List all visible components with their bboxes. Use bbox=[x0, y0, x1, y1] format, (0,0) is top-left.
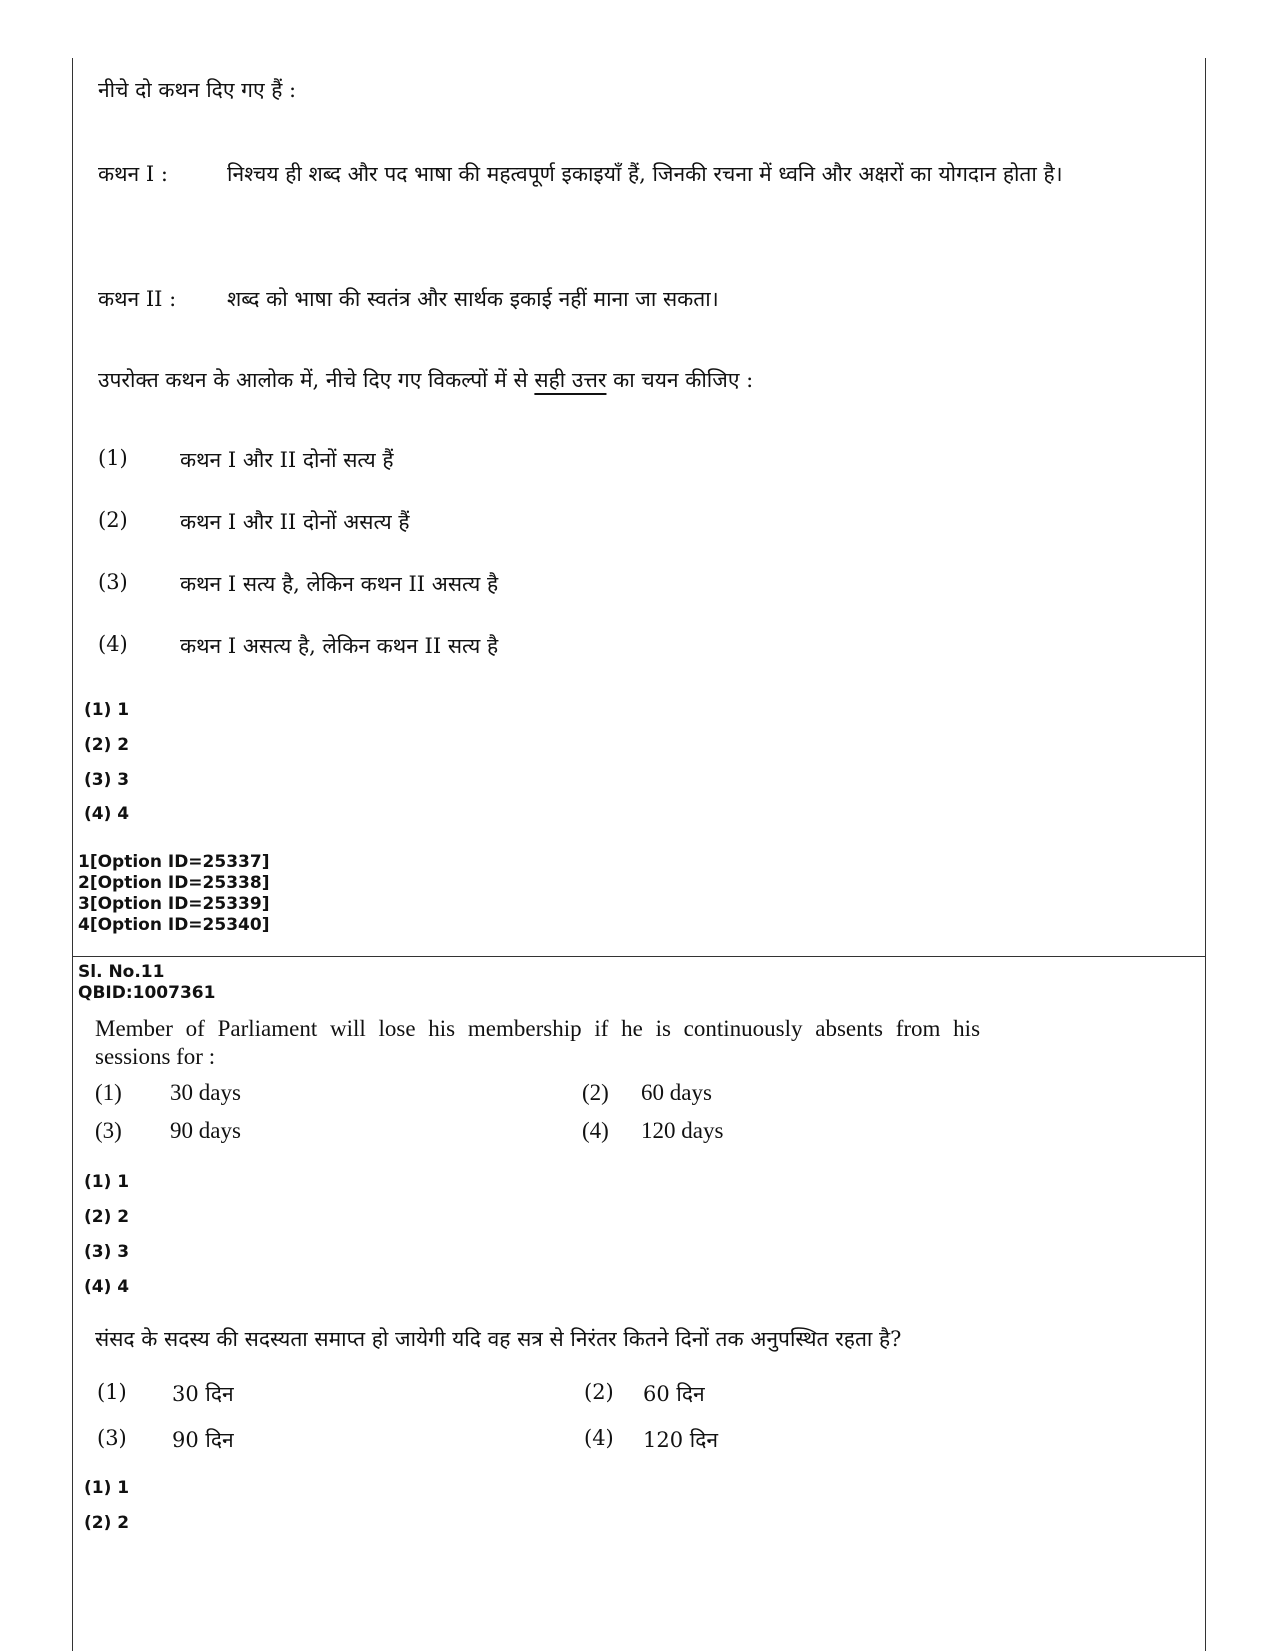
answer-key: (2) 2 bbox=[84, 1513, 130, 1533]
option-id: 4[Option ID=25340] bbox=[78, 915, 270, 935]
option-id: 3[Option ID=25339] bbox=[78, 894, 270, 914]
statement2-text: शब्द को भाषा की स्वतंत्र और सार्थक इकाई नहीं माना जा सकता। bbox=[227, 287, 719, 311]
option-id: 1[Option ID=25337] bbox=[78, 852, 270, 872]
q10-choice-text: कथन I और II दोनों सत्य हैं bbox=[180, 448, 394, 472]
q10-choice-num: (1) bbox=[98, 446, 128, 470]
q10-intro: नीचे दो कथन दिए गए हैं : bbox=[98, 78, 297, 102]
instruction-pre: उपरोक्त कथन के आलोक में, नीचे दिए गए विकल्पों में से bbox=[98, 368, 535, 392]
english-option-text: 30 days bbox=[170, 1080, 241, 1105]
hindi-option-text: 90 दिन bbox=[172, 1428, 234, 1452]
english-option-text: 120 days bbox=[641, 1118, 724, 1143]
question-divider bbox=[72, 956, 1206, 957]
q10-instruction bbox=[98, 366, 753, 394]
statement1-text: निश्चय ही शब्द और पद भाषा की महत्वपूर्ण इकाइयाँ हैं, जिनकी रचना में ध्वनि और अक्षरों का योगदान होता है। bbox=[227, 162, 1063, 186]
english-question-line2: sessions for : bbox=[95, 1044, 216, 1069]
instruction-emphasis: सही उत्तर bbox=[534, 368, 607, 392]
answer-key: (3) 3 bbox=[84, 770, 130, 790]
answer-key: (1) 1 bbox=[84, 700, 130, 720]
hindi-option-text: 60 दिन bbox=[643, 1382, 705, 1406]
english-option-num: (1) bbox=[95, 1080, 122, 1105]
hindi-option-num: (1) bbox=[97, 1380, 127, 1404]
hindi-option-num: (4) bbox=[584, 1426, 614, 1450]
q10-choice-text: कथन I और II दोनों असत्य हैं bbox=[180, 510, 410, 534]
english-option-num: (2) bbox=[582, 1080, 609, 1105]
english-option-text: 60 days bbox=[641, 1080, 712, 1105]
answer-key: (4) 4 bbox=[84, 1277, 130, 1297]
answer-key: (3) 3 bbox=[84, 1242, 130, 1262]
hindi-option-num: (2) bbox=[584, 1380, 614, 1404]
serial-number: Sl. No.11 bbox=[78, 962, 165, 982]
statement2-label: कथन II : bbox=[98, 287, 177, 311]
answer-key: (1) 1 bbox=[84, 1478, 130, 1498]
q10-choice-num: (4) bbox=[98, 632, 128, 656]
answer-key: (4) 4 bbox=[84, 804, 130, 824]
answer-key: (2) 2 bbox=[84, 1207, 130, 1227]
q10-choice-num: (2) bbox=[98, 508, 128, 532]
english-option-num: (3) bbox=[95, 1118, 122, 1143]
statement1-label: कथन I : bbox=[98, 162, 168, 186]
english-option-text: 90 days bbox=[170, 1118, 241, 1143]
option-id: 2[Option ID=25338] bbox=[78, 873, 270, 893]
hindi-option-text: 30 दिन bbox=[172, 1382, 234, 1406]
q10-choice-text: कथन I असत्य है, लेकिन कथन II सत्य है bbox=[180, 634, 499, 658]
instruction-post: का चयन कीजिए : bbox=[606, 368, 754, 392]
q10-choice-num: (3) bbox=[98, 570, 128, 594]
answer-key: (1) 1 bbox=[84, 1172, 130, 1192]
english-question-line1: Member of Parliament will lose his membership if he is continuously absents from his bbox=[95, 1016, 981, 1041]
answer-key: (2) 2 bbox=[84, 735, 130, 755]
q10-choice-text: कथन I सत्य है, लेकिन कथन II असत्य है bbox=[180, 572, 499, 596]
qbid: QBID:1007361 bbox=[78, 983, 216, 1003]
hindi-question: संसद के सदस्य की सदस्यता समाप्त हो जायेगी यदि वह सत्र से निरंतर कितने दिनों तक अनुपस्थित रहता है? bbox=[95, 1327, 902, 1351]
hindi-option-num: (3) bbox=[97, 1426, 127, 1450]
english-option-num: (4) bbox=[582, 1118, 609, 1143]
hindi-option-text: 120 दिन bbox=[643, 1428, 719, 1452]
